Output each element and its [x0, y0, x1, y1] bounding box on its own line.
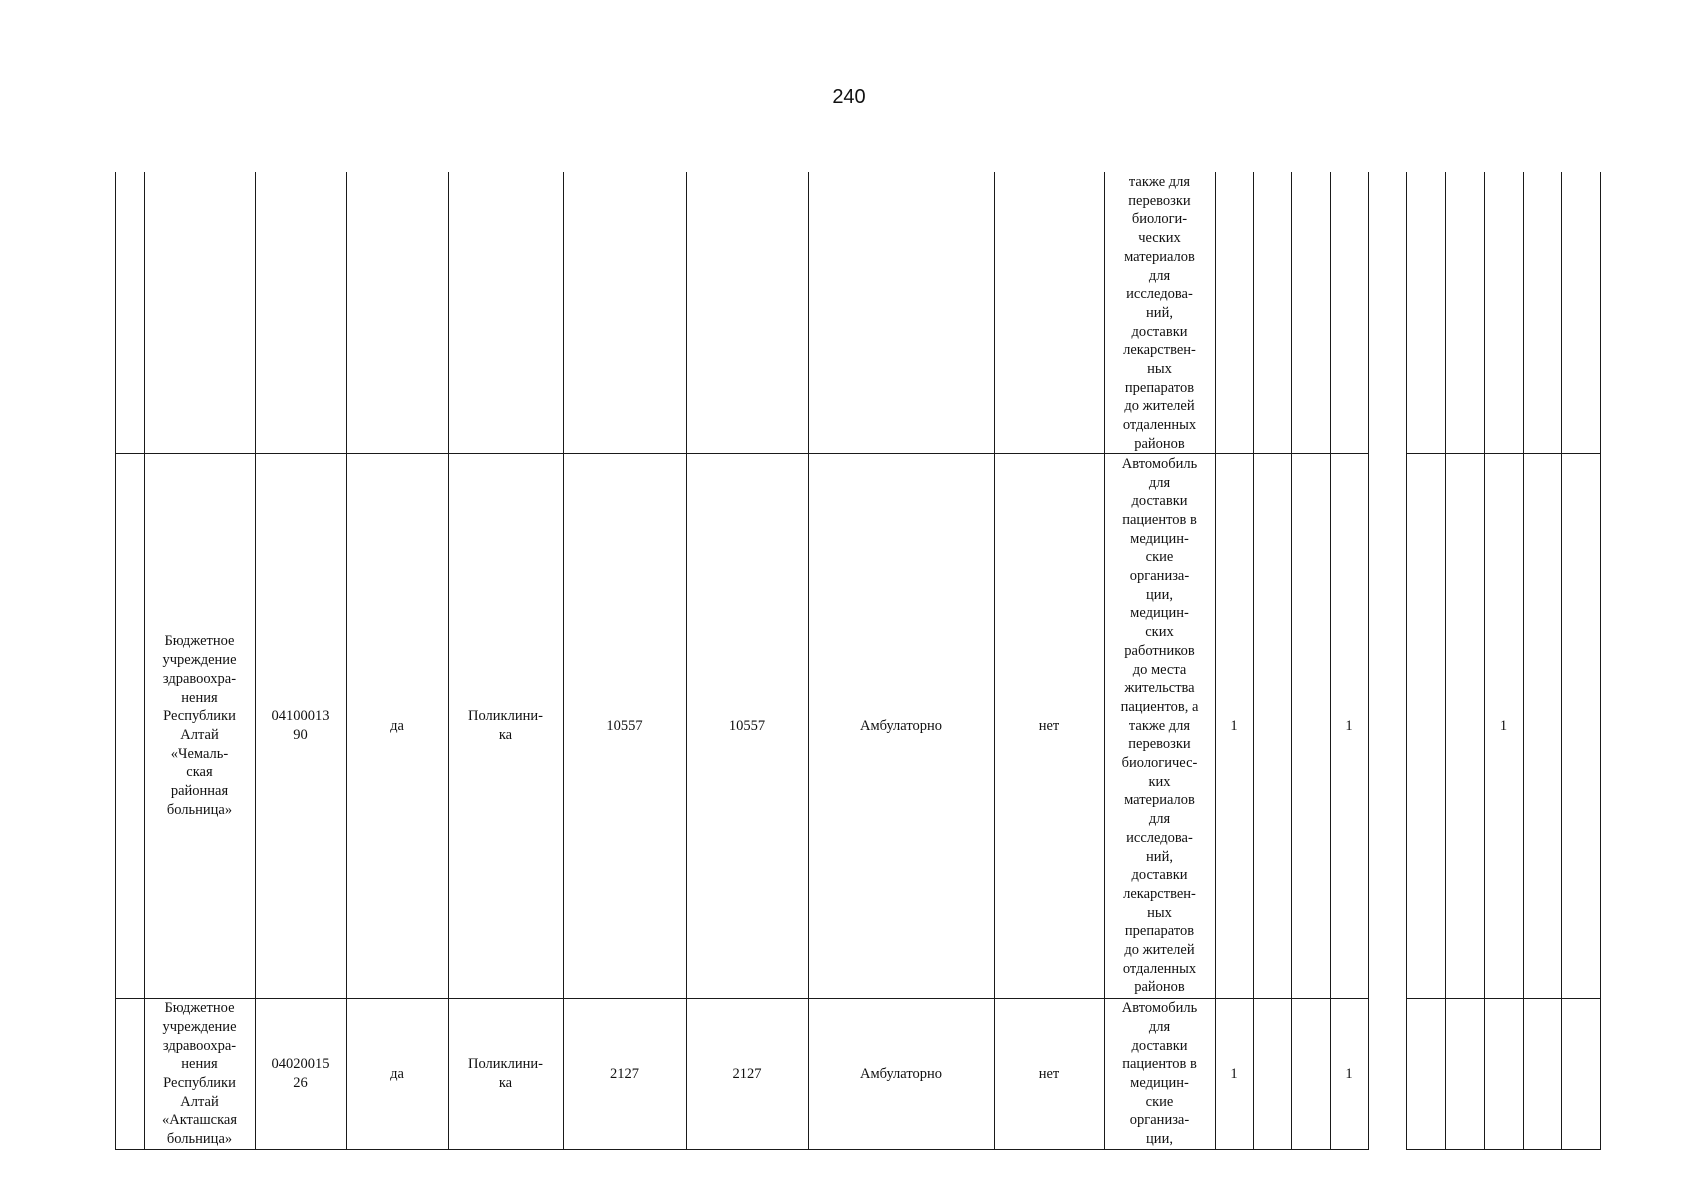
cell-count-1: 1: [1230, 1065, 1238, 1082]
grid-line: [1291, 172, 1292, 1149]
cell-purpose: Автомобиль для доставки пациентов в медицин- ские организа- ции, медицин- ских работников до места жительства пациентов, а также для перевозки биологичес- ких материалов для исследова- ний, доставки лекарствен- ных препаратов до жителей отдаленных районов: [1120, 455, 1199, 996]
cell-value-b: 10557: [728, 717, 766, 734]
cell-flag: да: [390, 717, 404, 734]
grid-line: [115, 172, 116, 1149]
row-divider: [1406, 998, 1601, 999]
cell-purpose: также для перевозки биологи- ческих материалов для исследова- ний, доставки лекарствен- ных препаратов до жителей отдаленных районов: [1122, 174, 1197, 452]
grid-line: [1600, 172, 1601, 1149]
cell-code: 04020015 26: [271, 1056, 330, 1091]
cell-availability: нет: [1038, 717, 1060, 734]
cell-organization: Бюджетное учреждение здравоохра- нения Республики Алтай «Акташская больница»: [161, 1000, 238, 1148]
cell-care-form: Амбулаторно: [859, 1065, 943, 1082]
cell-value-b: 2127: [732, 1065, 762, 1082]
cell-care-form: Амбулаторно: [859, 717, 943, 734]
cell-code: 04100013 90: [271, 708, 330, 743]
cell-purpose: Автомобиль для доставки пациентов в медицин- ские организа- ции,: [1121, 1000, 1198, 1148]
cell-value-a: 10557: [606, 717, 643, 734]
grid-line: [1406, 172, 1407, 1149]
cell-count-2: 1: [1345, 1065, 1353, 1082]
cell-count-1: 1: [1230, 717, 1238, 734]
grid-line: [1561, 172, 1562, 1149]
table-bottom-border: [1406, 1149, 1601, 1150]
table-bottom-border: [115, 1149, 1369, 1150]
grid-line: [1368, 172, 1369, 1149]
cell-count-3: 1: [1499, 717, 1508, 734]
grid-line: [1523, 172, 1524, 1149]
cell-organization: Бюджетное учреждение здравоохра- нения Республики Алтай «Чемаль- ская районная больница»: [162, 633, 237, 818]
cell-unit-type: Поликлини- ка: [468, 708, 543, 743]
cell-unit-type: Поликлини- ка: [468, 1056, 543, 1091]
page-number: 240: [832, 86, 866, 108]
cell-availability: нет: [1038, 1065, 1060, 1082]
cell-value-a: 2127: [610, 1065, 639, 1082]
grid-line: [1253, 172, 1254, 1149]
cell-flag: да: [390, 1065, 404, 1082]
cell-count-2: 1: [1345, 717, 1353, 734]
grid-line: [1445, 172, 1446, 1149]
